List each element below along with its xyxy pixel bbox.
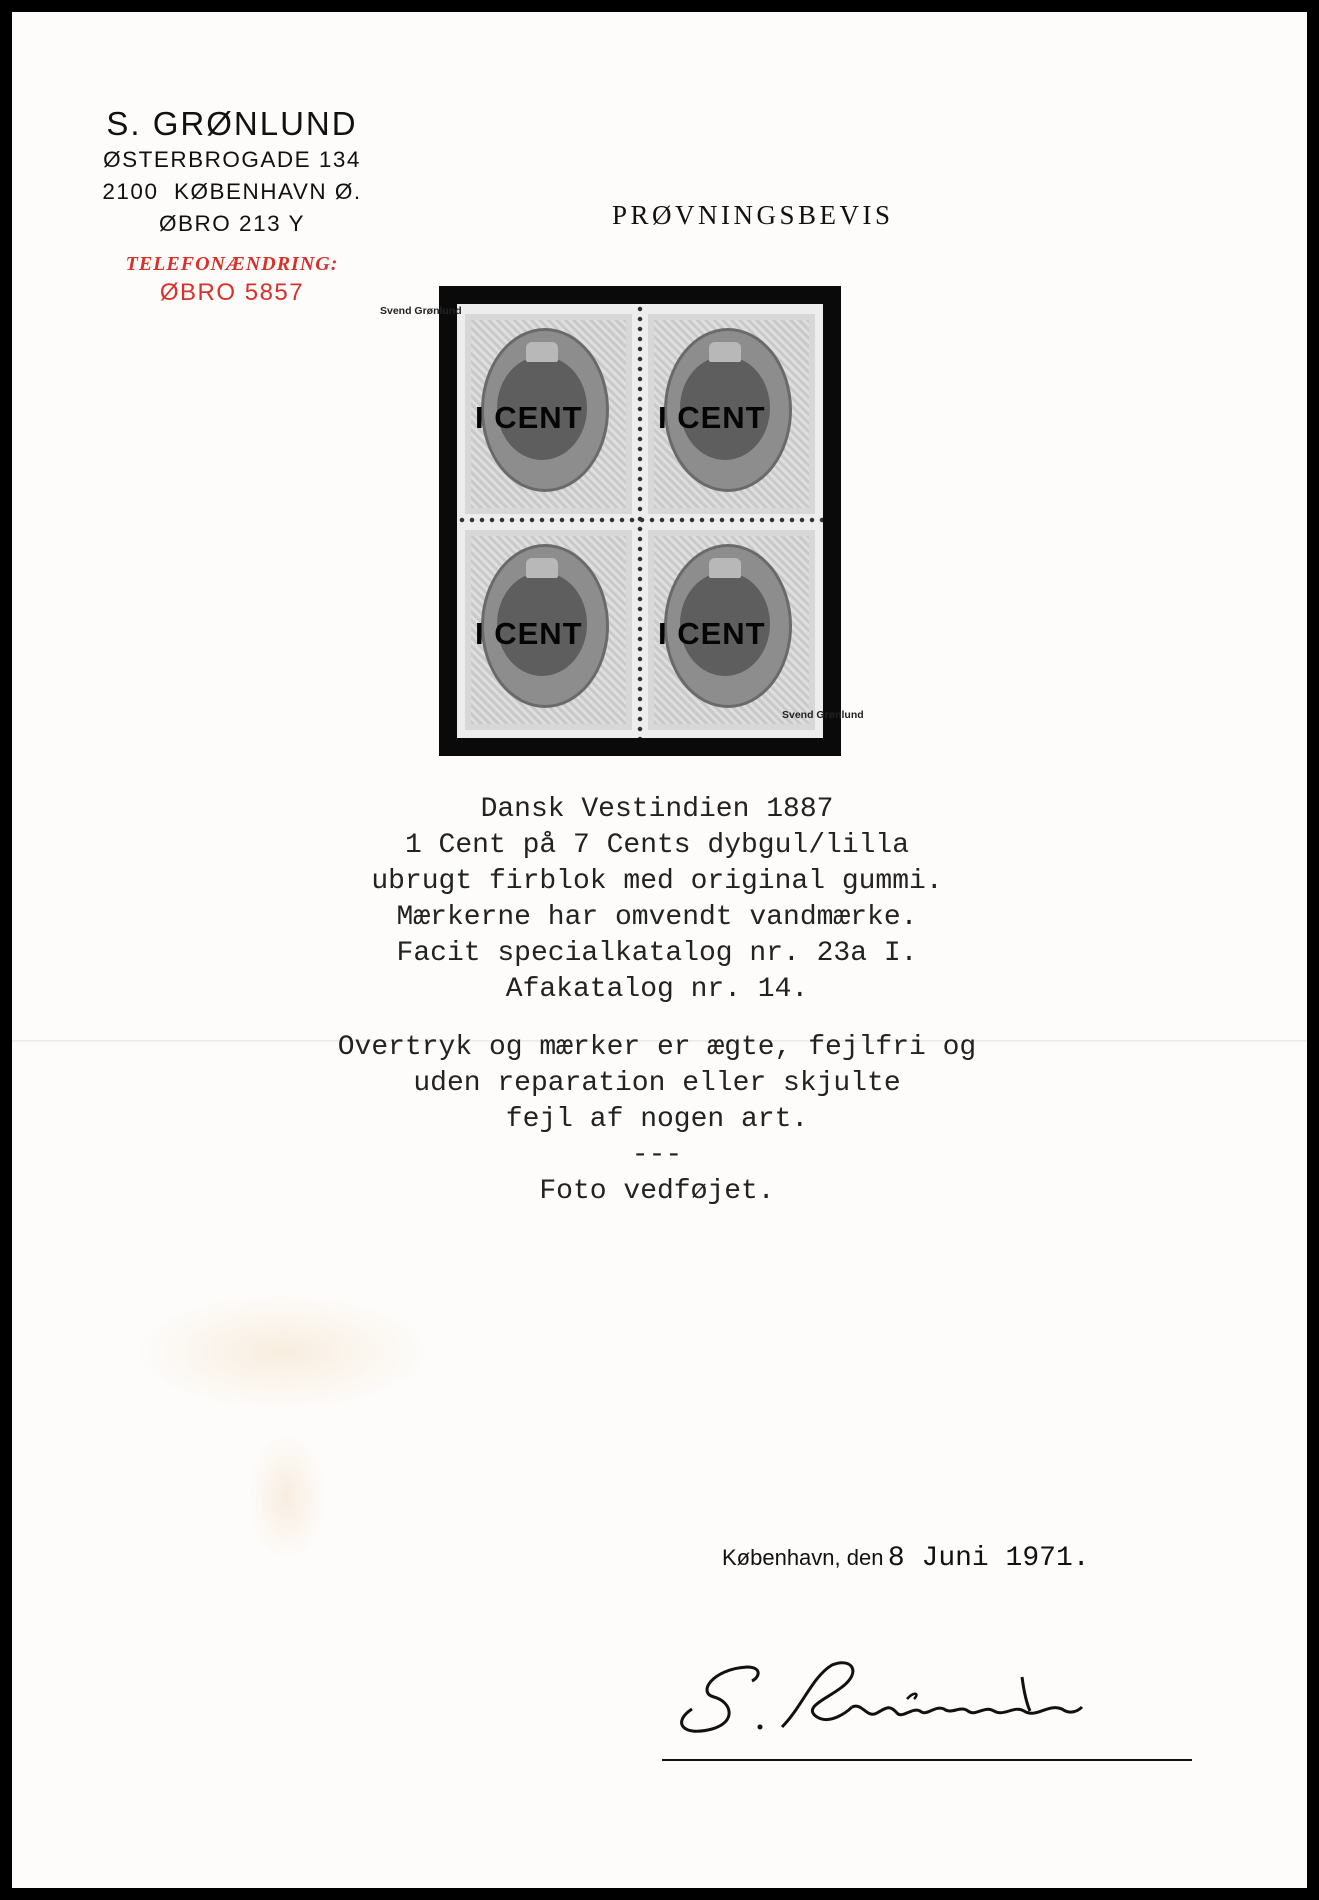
description-line: Afakatalog nr. 14. [505, 974, 809, 1005]
place-date [722, 1543, 1090, 1574]
stamp-overprint: I CENT [475, 400, 583, 435]
crown-icon [709, 342, 741, 362]
paper-stain [247, 1432, 327, 1562]
handstamp-bottom: Svend Grønlund [782, 709, 864, 721]
verdict-line: uden reparation eller skjulte [413, 1068, 901, 1099]
letterhead [67, 104, 397, 308]
description-line: Dansk Vestindien 1887 [480, 794, 834, 825]
expert-phone-new: ØBRO 5857 [159, 279, 305, 306]
description-line: 1 Cent på 7 Cents dybgul/lilla [404, 830, 910, 861]
stamp-block-photo [439, 286, 841, 756]
place-label: København, den [722, 1545, 884, 1570]
stamp-overprint: I CENT [475, 616, 583, 651]
stamp-top-right [648, 314, 815, 514]
crown-icon [526, 558, 558, 578]
description-line: ubrugt firblok med original gummi. [371, 866, 943, 897]
verdict-line: fejl af nogen art. [505, 1104, 809, 1135]
verdict-text [212, 1030, 1102, 1210]
verdict-separator: --- [631, 1140, 683, 1171]
description-line: Mærkerne har omvendt vandmærke. [396, 902, 918, 933]
perforation-vertical [636, 304, 644, 738]
stamp-top-left [465, 314, 632, 514]
document-title: PRØVNINGSBEVIS [612, 200, 894, 230]
expert-name: S. GRØNLUND [106, 105, 358, 142]
stamp-overprint: I CENT [658, 400, 766, 435]
stamp-description [212, 792, 1102, 1008]
stamp-bottom-left [465, 530, 632, 730]
stamp-block [457, 304, 823, 738]
verdict-line: Overtryk og mærker er ægte, fejlfri og [337, 1032, 977, 1063]
verdict-note: Foto vedføjet. [539, 1176, 775, 1207]
expert-city: 2100 KØBENHAVN Ø. [102, 179, 362, 204]
phone-change-label: TELEFONÆNDRING: [125, 253, 339, 275]
expert-phone-old: ØBRO 213 Y [159, 211, 305, 236]
description-line: Facit specialkatalog nr. 23a I. [396, 938, 918, 969]
certificate-paper [12, 12, 1307, 1888]
stamp-bottom-right [648, 530, 815, 730]
stamp-overprint: I CENT [658, 616, 766, 651]
crown-icon [709, 558, 741, 578]
certificate-date: 8 Juni 1971. [887, 1543, 1090, 1574]
crown-icon [526, 342, 558, 362]
expert-address: ØSTERBROGADE 134 [103, 147, 361, 172]
signature-underline [662, 1759, 1192, 1761]
signature [652, 1647, 1172, 1747]
handstamp-top: Svend Grønlund [380, 305, 462, 317]
paper-stain [132, 1292, 432, 1412]
